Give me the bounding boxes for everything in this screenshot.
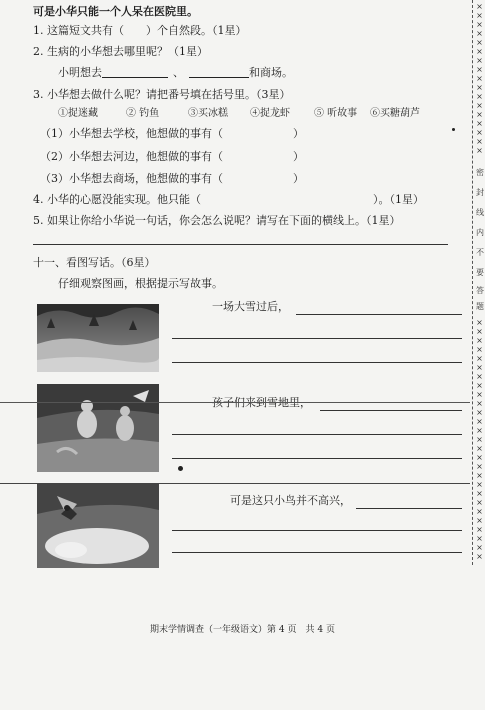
binding-x-mark: × [476, 20, 483, 29]
binding-x-mark: × [476, 435, 483, 444]
question-3-sub-3 [40, 172, 304, 186]
question-2-blank-2[interactable] [189, 66, 249, 78]
sub-1-prefix: （1）小华想去学校，他想做的事有（ [40, 127, 223, 140]
binding-label-2: 封 [476, 188, 484, 197]
binding-x-mark: × [476, 363, 483, 372]
binding-label-7: 答 [476, 286, 484, 295]
section-11-instruction: 仔细观察图画，根据提示写故事。 [58, 277, 223, 290]
option-4: ④捉龙虾 [250, 108, 290, 119]
ink-speck [452, 128, 455, 131]
question-5: 5. 如果让你给小华说一句话，你会怎么说呢？请写在下面的横线上。（1星） [33, 214, 401, 227]
binding-x-mark: × [476, 74, 483, 83]
question-2-answer-suffix: 和商场。 [249, 66, 293, 79]
question-4 [33, 193, 424, 207]
question-2-blank-1[interactable] [102, 66, 168, 78]
question-1-prefix: 1. 这篇短文共有（ [33, 24, 124, 37]
option-2: ② 钓鱼 [126, 108, 160, 119]
binding-x-mark: × [476, 110, 483, 119]
binding-x-mark: × [476, 417, 483, 426]
sub-3-prefix: （3）小华想去商场，他想做的事有（ [40, 172, 223, 185]
binding-x-mark: × [476, 525, 483, 534]
binding-x-mark: × [476, 119, 483, 128]
binding-label-8: 题 [476, 302, 484, 311]
question-4-prefix: 4. 小华的心愿没能实现。他只能（ [33, 193, 201, 206]
binding-x-mark: × [476, 543, 483, 552]
sub-2-prefix: （2）小华想去河边，他想做的事有（ [40, 150, 223, 163]
page-footer: 期末学情调查（一年级语文）第 4 页 共 4 页 [150, 625, 335, 635]
binding-x-mark: × [476, 498, 483, 507]
binding-x-mark: × [476, 462, 483, 471]
binding-x-marks-top [474, 2, 485, 155]
binding-x-mark: × [476, 128, 483, 137]
binding-x-mark: × [476, 101, 483, 110]
writing-line-2c[interactable] [172, 458, 462, 459]
binding-x-mark: × [476, 408, 483, 417]
sub-2-suffix: ） [293, 150, 304, 163]
picture-1-snow-scene [37, 304, 159, 372]
binding-x-mark: × [476, 2, 483, 11]
scan-artifact-line-2 [0, 483, 470, 484]
binding-label-1: 密 [476, 168, 484, 177]
binding-x-mark: × [476, 453, 483, 462]
sub-3-suffix: ） [293, 172, 304, 185]
prompt-1: 一场大雪过后， [212, 300, 289, 313]
binding-x-mark: × [476, 354, 483, 363]
binding-x-mark: × [476, 318, 483, 327]
binding-x-mark: × [476, 56, 483, 65]
writing-line-1c[interactable] [172, 362, 462, 363]
binding-x-mark: × [476, 426, 483, 435]
binding-x-mark: × [476, 444, 483, 453]
binding-x-mark: × [476, 345, 483, 354]
binding-x-mark: × [476, 47, 483, 56]
writing-line-3c[interactable] [172, 552, 462, 553]
scan-artifact-line-1 [0, 402, 470, 403]
binding-x-mark: × [476, 327, 483, 336]
question-3-sub-1 [40, 127, 304, 141]
question-2: 2. 生病的小华想去哪里呢？（1星） [33, 45, 208, 58]
question-2-answer-line [58, 66, 293, 80]
option-3: ③买冰糕 [188, 108, 228, 119]
writing-line-3a[interactable] [356, 508, 462, 509]
sub-1-suffix: ） [293, 127, 304, 140]
question-3-options [58, 107, 420, 121]
binding-x-mark: × [476, 381, 483, 390]
binding-x-mark: × [476, 65, 483, 74]
question-1 [33, 24, 247, 38]
binding-x-mark: × [476, 336, 483, 345]
intro-line: 可是小华只能一个人呆在医院里。 [33, 5, 198, 18]
question-3-sub-2 [40, 150, 304, 164]
binding-x-marks-bottom [474, 318, 485, 561]
prompt-3: 可是这只小鸟并不高兴， [230, 494, 351, 507]
binding-x-mark: × [476, 11, 483, 20]
binding-x-mark: × [476, 480, 483, 489]
binding-x-mark: × [476, 534, 483, 543]
section-11-title: 十一、看图写话。（6星） [33, 256, 156, 269]
option-1: ①捉迷藏 [58, 108, 98, 119]
question-1-suffix: ）个自然段。（1星） [146, 24, 247, 37]
writing-line-1b[interactable] [172, 338, 462, 339]
binding-x-mark: × [476, 471, 483, 480]
ink-speck [178, 466, 183, 471]
writing-line-3b[interactable] [172, 530, 462, 531]
binding-label-3: 线 [476, 208, 484, 217]
binding-x-mark: × [476, 146, 483, 155]
writing-line-2b[interactable] [172, 434, 462, 435]
binding-x-mark: × [476, 507, 483, 516]
prompt-2: 孩子们来到雪地里， [212, 396, 311, 409]
writing-line-2a[interactable] [320, 410, 462, 411]
binding-x-mark: × [476, 399, 483, 408]
binding-x-mark: × [476, 137, 483, 146]
binding-label-6: 要 [476, 268, 484, 277]
binding-x-mark: × [476, 390, 483, 399]
question-2-answer-prefix: 小明想去 [58, 66, 102, 79]
binding-x-mark: × [476, 83, 483, 92]
binding-x-mark: × [476, 29, 483, 38]
question-5-answer-line[interactable] [33, 244, 448, 245]
binding-x-mark: × [476, 552, 483, 561]
question-3: 3. 小华想去做什么呢？请把番号填在括号里。（3星） [33, 88, 291, 101]
option-5: ⑤ 听故事 [314, 108, 358, 119]
option-6: ⑥买糖葫芦 [370, 108, 420, 119]
binding-x-mark: × [476, 38, 483, 47]
binding-x-mark: × [476, 489, 483, 498]
binding-x-mark: × [476, 372, 483, 381]
picture-2-children-in-snow [37, 384, 159, 472]
writing-line-1a[interactable] [296, 314, 462, 315]
binding-x-mark: × [476, 92, 483, 101]
picture-3-bird-in-snow [37, 484, 159, 568]
question-4-suffix: ）。（1星） [373, 193, 424, 206]
binding-label-4: 内 [476, 228, 484, 237]
binding-label-5: 不 [476, 248, 484, 257]
question-2-separator: 、 [173, 66, 184, 79]
binding-dashed-line [472, 0, 473, 565]
binding-x-mark: × [476, 516, 483, 525]
